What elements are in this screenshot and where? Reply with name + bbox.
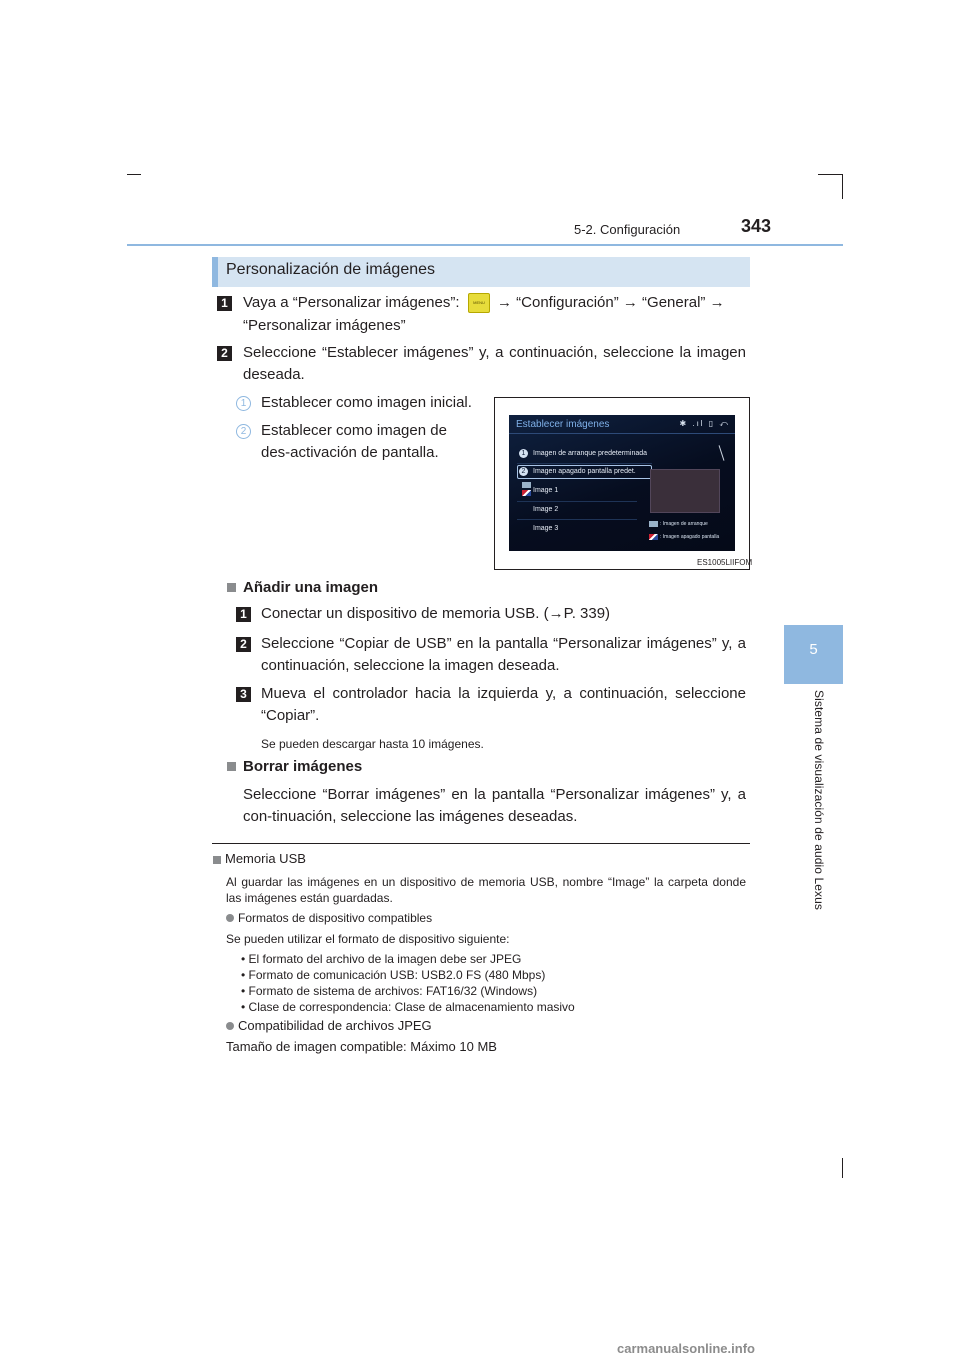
note-bullet [226, 1022, 234, 1030]
note-text: Se pueden utilizar el formato de dispositivo siguiente: [226, 932, 510, 946]
note-bullet [226, 914, 234, 922]
screen-item: Image 1 [533, 487, 559, 494]
note-marker [213, 856, 221, 864]
step-text-continued: → “Configuración” → “General” → [497, 294, 725, 311]
step-number: 3 [236, 687, 251, 702]
subheading: Añadir una imagen [243, 579, 379, 596]
screen-divider [517, 519, 637, 520]
knob-arc [719, 445, 725, 461]
screen-off-image-icon [522, 490, 531, 496]
startup-image-icon [649, 521, 658, 527]
subheading: Borrar imágenes [243, 758, 363, 775]
screen-off-image-icon [649, 534, 658, 540]
startup-image-icon [522, 482, 531, 488]
note-text: Tamaño de imagen compatible: Máximo 10 MB [226, 1039, 497, 1054]
screen-badge: 2 [519, 467, 528, 476]
screen-image [509, 415, 735, 551]
callout-text: Establecer como imagen de des-activación de pantalla. [261, 422, 447, 461]
crop-mark [818, 174, 843, 175]
step-text: Vaya a “Personalizar imágenes”: [243, 294, 460, 311]
paragraph: Seleccione “Borrar imágenes” en la pantalla “Personalizar imágenes” y, a con-tinuación, seleccione las imágenes deseadas. [243, 786, 746, 825]
status-icons: ✱ .ıl ▯ ⤺ [679, 419, 730, 428]
screen-title: Establecer imágenes [516, 419, 610, 430]
section-divider [212, 843, 750, 844]
crop-mark [842, 174, 843, 199]
callout-number: 2 [236, 424, 251, 439]
crop-mark [842, 1158, 843, 1178]
header-rule [127, 244, 843, 246]
step-text: Mueva el controlador hacia la izquierda y, a continuación, seleccione “Copiar”. [261, 685, 746, 724]
step-number: 2 [236, 637, 251, 652]
callout-text: Establecer como imagen inicial. [261, 394, 472, 411]
note-subtitle: Formatos de dispositivo compatibles [238, 911, 433, 925]
step-text-line2: “Personalizar imágenes” [243, 317, 406, 334]
screen-divider [517, 501, 637, 502]
list-item: • Formato de comunicación USB: USB2.0 FS (480 Mbps) [241, 968, 546, 982]
step-text: Seleccione “Establecer imágenes” y, a continuación, seleccione la imagen deseada. [243, 344, 746, 383]
step-number: 1 [217, 296, 232, 311]
chapter-title: Sistema de visualización de audio Lexus [812, 690, 826, 911]
list-item: • Clase de correspondencia: Clase de almacenamiento masivo [241, 1000, 575, 1014]
image-preview [650, 469, 720, 513]
crop-mark [127, 174, 141, 175]
page-number: 343 [741, 216, 772, 236]
illustration-code: ES1005LIIFOM [697, 558, 753, 567]
list-item: • Formato de sistema de archivos: FAT16/32 (Windows) [241, 984, 538, 998]
subheading-marker [227, 583, 236, 592]
note-text: Al guardar las imágenes en un dispositivo de memoria USB, nombre “Image” la carpeta donde las imágenes están guardadas. [226, 875, 746, 905]
note-title: Memoria USB [225, 851, 306, 866]
screen-item: Image 2 [533, 506, 559, 513]
step-number: 2 [217, 346, 232, 361]
section-title-bar [212, 257, 750, 287]
screen-item: Imagen de arranque predeterminada [533, 450, 648, 457]
watermark: carmanualsonline.info [617, 1341, 755, 1356]
note-subtitle: Compatibilidad de archivos JPEG [238, 1018, 432, 1033]
screen-divider [517, 463, 652, 464]
step-note: Se pueden descargar hasta 10 imágenes. [261, 737, 484, 751]
subheading-marker [227, 762, 236, 771]
section-title: Personalización de imágenes [226, 261, 436, 278]
chapter-tab [784, 625, 843, 684]
list-item: • El formato del archivo de la imagen debe ser JPEG [241, 952, 522, 966]
screen-divider [509, 433, 735, 434]
step-text: Seleccione “Copiar de USB” en la pantalla “Personalizar imágenes” y, a continuación, seleccione la imagen deseada. [261, 635, 746, 674]
callout-number: 1 [236, 396, 251, 411]
legend-label: : Imagen apagado pantalla [660, 534, 720, 540]
step-number: 1 [236, 607, 251, 622]
legend-label: : Imagen de arranque [660, 521, 708, 527]
screen-item: Imagen apagado pantalla predet. [533, 468, 636, 475]
screen-badge: 1 [519, 449, 528, 458]
chapter-number: 5 [809, 641, 818, 658]
running-header: 5-2. Configuración [574, 222, 681, 237]
screen-item: Image 3 [533, 525, 559, 532]
step-text: Conectar un dispositivo de memoria USB. (→P. 339) [261, 605, 611, 622]
menu-icon: MENU [468, 293, 490, 313]
